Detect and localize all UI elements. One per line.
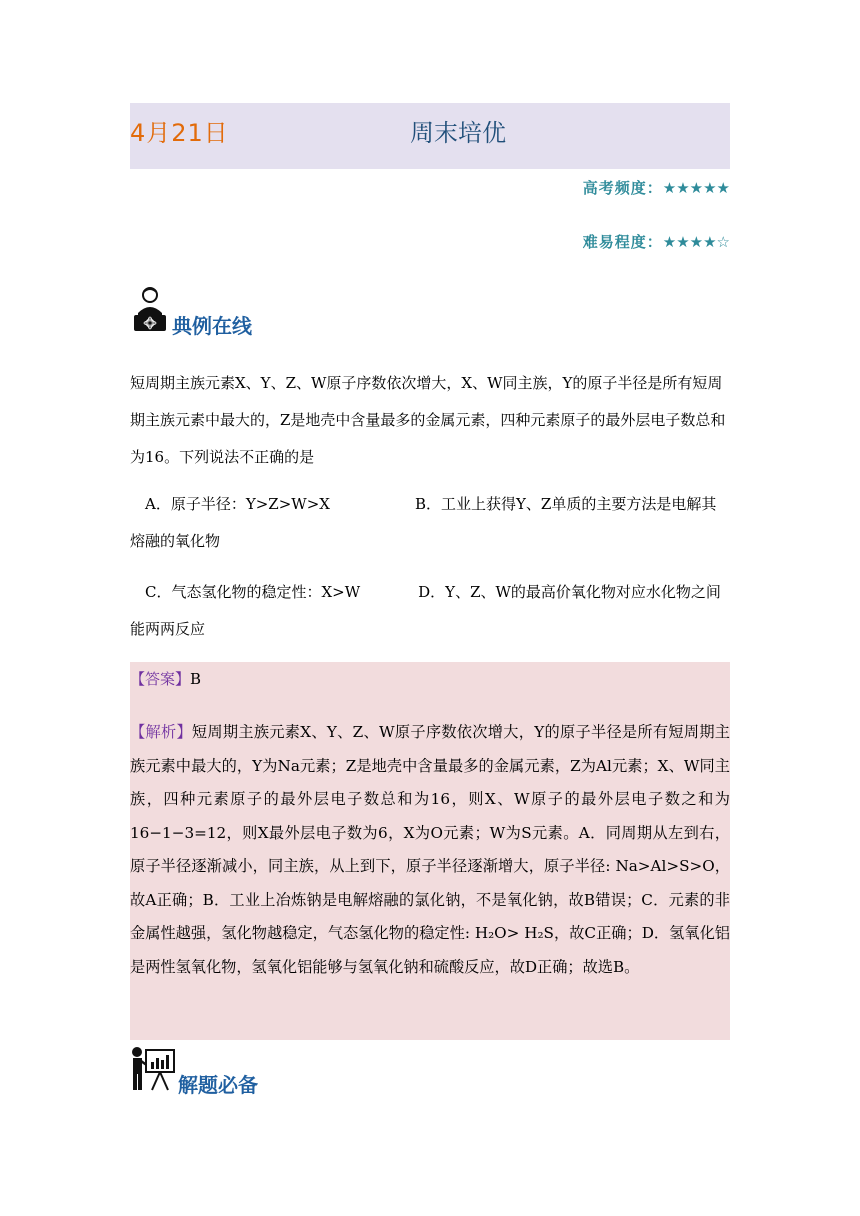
teacher-computer-icon [130,285,170,337]
presenter-board-icon [130,1046,176,1096]
analysis-text [130,716,730,984]
date-label: 4月21日 [130,119,229,147]
options-row-ab [130,486,730,560]
tips-section-title: 解题必备 [178,1073,258,1097]
option-b: B．工业上获得Y、Z单质的主要方法是电解其熔融的氧化物 [130,495,717,550]
frequency-rating [583,177,730,198]
analysis-body: 短周期主族元素X、Y、Z、W原子序数依次增大，Y的原子半径是所有短周期主族元素中最大的，Y为Na元素；Z是地壳中含量最多的金属元素，Z为Al元素；X、W同主族，四种元素原子的最外层电子数总和为16，则X、W原子的最外层电子数之和为16−1−3=12，则X最外层电子数为6，X为O元素；W为S元素。A．同周期从左到右，原子半径逐渐减小，同主族，从上到下，原子半径逐渐增大，原子半径: Na>Al>S>O，故A正确；B．工业上冶炼钠是电解熔融的氯化钠，不是氧化钠，故B错误；C．元素的非金属性越强，氢化物越稳定，气态氢化物的稳定性: H₂O> H₂S，故C正确；D．氢氧化铝是两性氢氧化物，氢氧化铝能够与氢氧化钠和硫酸反应，故D正确；故选B。 [130,723,730,976]
page-title: 周末培优 [410,119,506,147]
example-section-title: 典例在线 [172,314,252,338]
question-stem: 短周期主族元素X、Y、Z、W原子序数依次增大，X、W同主族，Y的原子半径是所有短周期主族元素中最大的，Z是地壳中含量最多的金属元素，四种元素原子的最外层电子数总和为16。下列说法不正确的是 [130,374,726,466]
option-a: A．原子半径：Y>Z>W>X [145,495,330,513]
option-c: C．气态氢化物的稳定性：X>W [145,583,361,601]
option-d: D．Y、Z、W的最高价氧化物对应水化物之间能两两反应 [130,583,721,638]
answer-label: 【答案】 [130,670,191,688]
difficulty-label: 难易程度： [582,233,663,251]
answer-value: B [190,670,202,688]
frequency-label: 高考频度： [582,179,663,197]
difficulty-rating [583,231,730,252]
options-row-cd [130,574,730,648]
analysis-label: 【解析】 [130,723,192,741]
difficulty-stars: ★★★★☆ [662,233,730,251]
example-section-header [130,285,252,337]
answer-line [130,663,730,696]
tips-section-header [130,1046,258,1096]
frequency-stars: ★★★★★ [662,179,730,197]
